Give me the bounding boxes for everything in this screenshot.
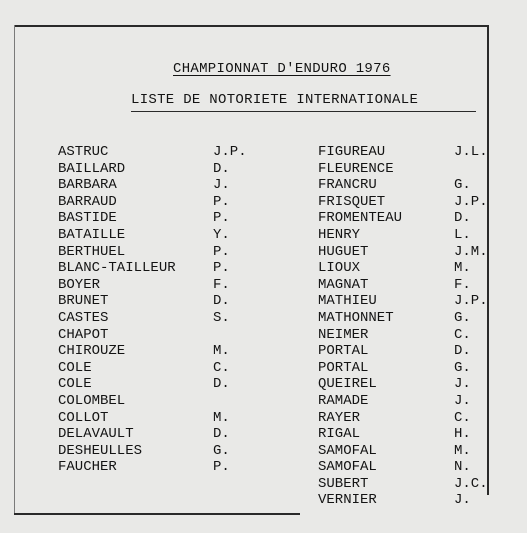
rider-name: BOYER — [58, 276, 101, 293]
rider-initials: Y. — [213, 226, 230, 243]
rider-initials: M. — [454, 260, 471, 277]
frame-left-rule — [14, 25, 15, 515]
rider-name: BRUNET — [58, 293, 109, 310]
rider-initials: P. — [213, 210, 230, 227]
rider-name: SUBERT — [318, 475, 369, 492]
rider-initials: D. — [213, 160, 230, 177]
rider-name: HENRY — [318, 226, 361, 243]
document-subtitle: LISTE DE NOTORIETE INTERNATIONALE — [131, 92, 419, 108]
rider-name: BERTHUEL — [58, 243, 126, 260]
rider-name: CHAPOT — [58, 326, 109, 343]
rider-initials: P. — [213, 459, 230, 476]
rider-initials: J.L. — [454, 144, 488, 160]
rider-initials: S. — [213, 309, 230, 326]
rider-initials: C. — [454, 409, 471, 426]
rider-name: BATAILLE — [58, 226, 126, 243]
rider-name: BASTIDE — [58, 210, 117, 227]
rider-name: BLANC-TAILLEUR — [58, 260, 176, 277]
rider-initials: G. — [454, 177, 471, 194]
rider-initials: F. — [454, 276, 471, 293]
rider-name: CASTES — [58, 309, 109, 326]
rider-initials: D. — [213, 376, 230, 393]
rider-initials: D. — [454, 343, 471, 360]
rider-initials: M. — [454, 442, 471, 459]
rider-initials: D. — [454, 210, 471, 227]
frame-top-rule — [14, 25, 489, 27]
rider-initials: D. — [213, 293, 230, 310]
rider-name: SAMOFAL — [318, 442, 377, 459]
rider-name: SAMOFAL — [318, 459, 377, 476]
rider-name: HUGUET — [318, 243, 369, 260]
rider-name: COLE — [58, 376, 92, 393]
rider-name: BAILLARD — [58, 160, 126, 177]
rider-initials: P. — [213, 243, 230, 260]
rider-name: QUEIREL — [318, 376, 377, 393]
rider-name: VERNIER — [318, 492, 377, 509]
rider-initials: G. — [454, 359, 471, 376]
rider-initials: J.M. — [454, 243, 488, 260]
document-title: CHAMPIONNAT D'ENDURO 1976 — [173, 61, 391, 77]
rider-name: FRISQUET — [318, 193, 386, 210]
rider-name: FROMENTEAU — [318, 210, 403, 227]
rider-initials: D. — [213, 426, 230, 443]
rider-name: CHIROUZE — [58, 343, 126, 360]
rider-initials: G. — [454, 309, 471, 326]
rider-name: COLLOT — [58, 409, 109, 426]
rider-initials: F. — [213, 276, 230, 293]
rider-initials: J. — [454, 492, 471, 509]
rider-initials: J. — [454, 392, 471, 409]
rider-name: BARRAUD — [58, 193, 117, 210]
rider-name: MAGNAT — [318, 276, 369, 293]
rider-initials: C. — [213, 359, 230, 376]
rider-initials: M. — [213, 343, 230, 360]
rider-initials: G. — [213, 442, 230, 459]
rider-name: FAUCHER — [58, 459, 117, 476]
rider-initials: J. — [454, 376, 471, 393]
rider-initials: J.P. — [454, 293, 488, 310]
rider-initials: J. — [213, 177, 230, 194]
subtitle-underline — [131, 111, 476, 112]
rider-name: RAYER — [318, 409, 361, 426]
rider-name: BARBARA — [58, 177, 117, 194]
rider-name: FLEURENCE — [318, 160, 394, 177]
rider-initials: J.P. — [454, 193, 488, 210]
rider-initials: L. — [454, 226, 471, 243]
rider-name: ASTRUC — [58, 144, 109, 160]
rider-name: COLE — [58, 359, 92, 376]
rider-initials: P. — [213, 193, 230, 210]
rider-name: RIGAL — [318, 426, 361, 443]
rider-name: DESHEULLES — [58, 442, 143, 459]
rider-initials: M. — [213, 409, 230, 426]
rider-initials: C. — [454, 326, 471, 343]
frame-bottom-rule — [14, 513, 300, 515]
rider-name: DELAVAULT — [58, 426, 134, 443]
rider-name: FRANCRU — [318, 177, 377, 194]
rider-initials: H. — [454, 426, 471, 443]
rider-name: FIGUREAU — [318, 144, 386, 160]
rider-name: RAMADE — [318, 392, 369, 409]
rider-initials: J.P. — [213, 144, 247, 160]
rider-initials: J.C. — [454, 475, 488, 492]
rider-name: PORTAL — [318, 343, 369, 360]
rider-name: PORTAL — [318, 359, 369, 376]
rider-name: NEIMER — [318, 326, 369, 343]
rider-initials: P. — [213, 260, 230, 277]
rider-initials: N. — [454, 459, 471, 476]
rider-name: LIOUX — [318, 260, 361, 277]
rider-name: MATHONNET — [318, 309, 394, 326]
rider-name: COLOMBEL — [58, 392, 126, 409]
rider-name: MATHIEU — [318, 293, 377, 310]
